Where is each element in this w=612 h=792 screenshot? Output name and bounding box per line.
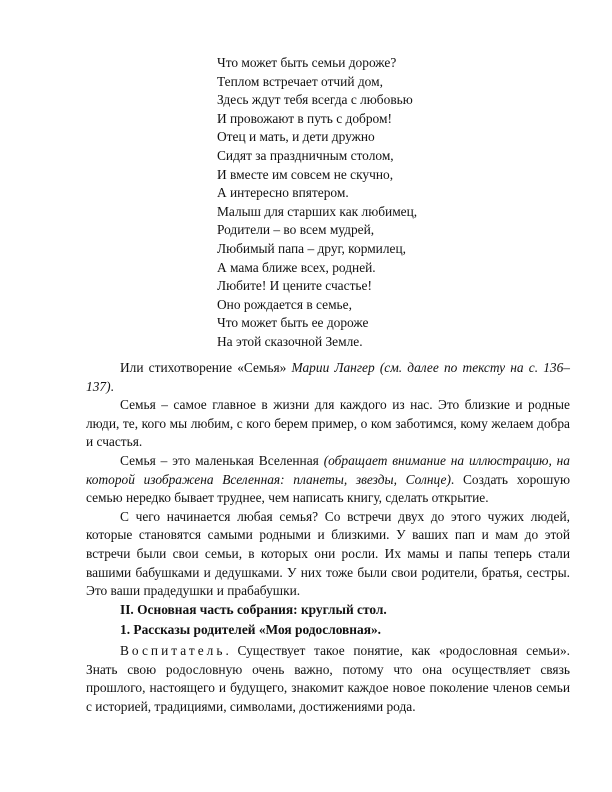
paragraph-family-importance: Семья – самое главное в жизни для каждого из нас. Это близкие и родные люди, те, кого мы любим, с кого берем пример, о ком заботимся, кому желаем добра и счастья. [86,397,570,450]
poem-line: На этой сказочной Земле. [217,333,363,349]
poem-line: Здесь ждут тебя всегда с любовью [217,92,413,108]
paragraph-poem-reference [86,359,570,396]
subsection-heading: 1. Рассказы родителей «Моя родословная». [120,622,381,638]
poem [217,54,477,352]
paragraph-text: . Существует такое понятие, как «родословная семьи». Знать свою родословную очень важно, потому что она осуществляет связь прошлого, настоящего и будущего, знакомит каждое новое поколение членов семьи с историей, традициями, символами, достижениями рода. [86,642,570,714]
body-text [86,359,570,716]
paragraph-text: . Создать хорошую семью нередко бывает труднее, чем написать книгу, сделать открытие. [86,471,570,506]
poem-line: Отец и мать, и дети дружно [217,129,375,145]
paragraph-family-origin: С чего начинается любая семья? Со встречи двух до этого чужих людей, которые становятся самыми родными и близкими. У ваших пап и мам до этой встречи были свои семьи, в которых они росли. Их мамы и папы теперь стали вашими бабушками и дедушками. У них тоже были свои родители, братья, сестры. Это ваши прадедушки и прабабушки. [86,508,570,599]
section-heading: II. Основная часть собрания: круглый стол. [120,601,387,617]
paragraph-text: . [110,378,114,394]
poem-line: А интересно впятером. [217,185,349,201]
poem-line: Теплом встречает отчий дом, [217,73,383,89]
paragraph-text: Семья – это маленькая Вселенная [120,452,324,468]
paragraph-text: Или стихотворение «Семья» [120,360,292,375]
poem-line: Сидят за праздничным столом, [217,147,394,163]
italic-note: Марии Лангер (см. далее по тексту на с. 136–137) [86,360,570,394]
poem-line: И провожают в путь с добром! [217,110,392,126]
poem-line: Малыш для старших как любимец, [217,203,418,219]
speaker-label: Воспитатель [120,642,226,658]
italic-note: (обращает внимание на иллюстрацию, на которой изображена Вселенная: планеты, звезды, Солнце) [86,452,570,487]
poem-line: Родители – во всем мудрей, [217,222,375,238]
paragraph-genealogy [86,642,570,716]
poem-line: А мама ближе всех, родней. [217,259,376,275]
poem-line: И вместе им совсем не скучно, [217,166,394,182]
poem-line: Любимый папа – друг, кормилец, [217,240,406,256]
poem-line: Что может быть ее дороже [217,315,369,331]
paragraph-family-universe [86,452,570,508]
poem-line: Что может быть семьи дороже? [217,55,397,70]
poem-line: Оно рождается в семье, [217,296,352,312]
poem-line: Любите! И цените счастье! [217,278,372,294]
